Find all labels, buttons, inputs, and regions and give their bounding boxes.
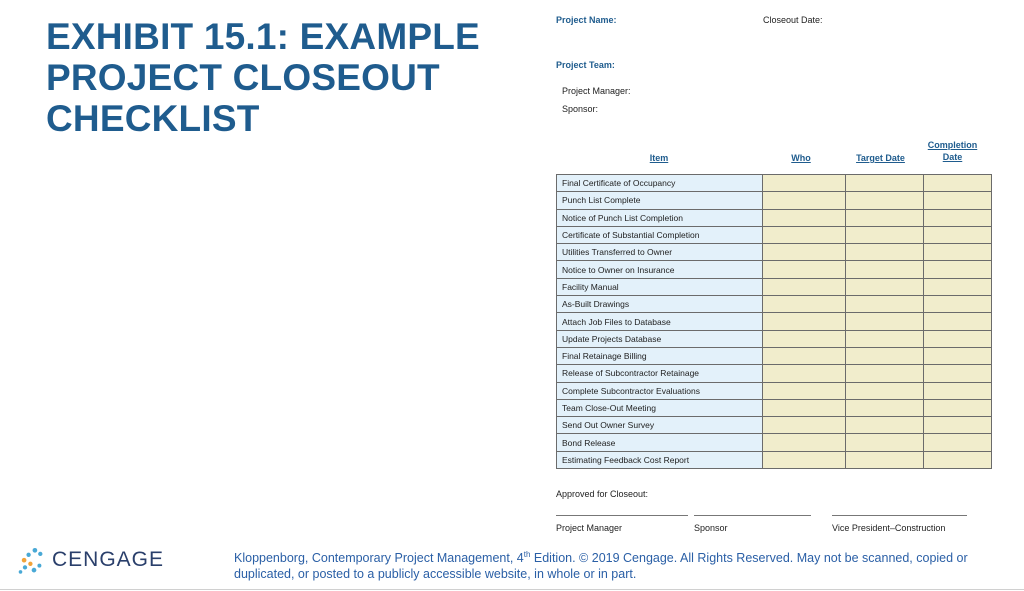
who-cell[interactable] <box>763 434 846 451</box>
target-date-cell[interactable] <box>846 365 924 382</box>
table-row <box>557 278 992 295</box>
table-row <box>557 417 992 434</box>
checklist-item: Final Certificate of Occupancy <box>557 175 763 192</box>
table-row <box>557 261 992 278</box>
completion-label: Completion <box>927 140 978 150</box>
completion-date-cell[interactable] <box>924 399 992 416</box>
completion-date-cell[interactable] <box>924 417 992 434</box>
target-date-cell[interactable] <box>846 244 924 261</box>
target-date-cell[interactable] <box>846 417 924 434</box>
checklist-item: As-Built Drawings <box>557 296 763 313</box>
checklist-item: Attach Job Files to Database <box>557 313 763 330</box>
table-row <box>557 226 992 243</box>
completion-date-cell[interactable] <box>924 175 992 192</box>
table-row <box>557 296 992 313</box>
checklist-item: Estimating Feedback Cost Report <box>557 451 763 468</box>
closeout-checklist-table <box>556 174 992 469</box>
checklist-item: Final Retainage Billing <box>557 347 763 364</box>
table-row <box>557 175 992 192</box>
copyright-text-b: Edition. © 2019 Cengage. All Rights Reserved. May not be scanned, copied or duplicated, or posted to a publicly accessible website, in whole or in part. <box>234 551 968 581</box>
who-cell[interactable] <box>763 347 846 364</box>
table-row <box>557 209 992 226</box>
who-cell[interactable] <box>763 244 846 261</box>
target-date-cell[interactable] <box>846 226 924 243</box>
who-cell[interactable] <box>763 399 846 416</box>
column-header-item: Item <box>649 153 669 163</box>
completion-date-cell[interactable] <box>924 296 992 313</box>
checklist-item: Certificate of Substantial Completion <box>557 226 763 243</box>
cengage-logo-icon <box>16 546 52 578</box>
checklist-item: Utilities Transferred to Owner <box>557 244 763 261</box>
target-date-cell[interactable] <box>846 175 924 192</box>
checklist-item: Bond Release <box>557 434 763 451</box>
checklist-item: Notice to Owner on Insurance <box>557 261 763 278</box>
edition-superscript: th <box>523 549 531 559</box>
checklist-item: Facility Manual <box>557 278 763 295</box>
checklist-item: Team Close-Out Meeting <box>557 399 763 416</box>
project-team-label: Project Team: <box>556 60 615 70</box>
who-cell[interactable] <box>763 330 846 347</box>
table-row <box>557 347 992 364</box>
copyright-text-a: Kloppenborg, Contemporary Project Management, 4 <box>234 551 524 565</box>
signature-line-project-manager[interactable] <box>556 515 688 516</box>
target-date-cell[interactable] <box>846 347 924 364</box>
footer-divider <box>0 589 1024 590</box>
who-cell[interactable] <box>763 175 846 192</box>
project-manager-label: Project Manager: <box>562 86 631 96</box>
who-cell[interactable] <box>763 382 846 399</box>
table-row <box>557 365 992 382</box>
table-row <box>557 192 992 209</box>
completion-date-cell[interactable] <box>924 347 992 364</box>
column-header-target-date: Target Date <box>856 153 905 163</box>
target-date-cell[interactable] <box>846 434 924 451</box>
completion-date-cell[interactable] <box>924 434 992 451</box>
table-row <box>557 330 992 347</box>
completion-date-cell[interactable] <box>924 330 992 347</box>
copyright-notice <box>234 550 1014 582</box>
date-label: Date <box>942 152 963 162</box>
checklist-item: Punch List Complete <box>557 192 763 209</box>
target-date-cell[interactable] <box>846 313 924 330</box>
checklist-item: Update Projects Database <box>557 330 763 347</box>
completion-date-cell[interactable] <box>924 382 992 399</box>
who-cell[interactable] <box>763 261 846 278</box>
completion-date-cell[interactable] <box>924 244 992 261</box>
target-date-cell[interactable] <box>846 330 924 347</box>
target-date-cell[interactable] <box>846 382 924 399</box>
completion-date-cell[interactable] <box>924 365 992 382</box>
who-cell[interactable] <box>763 209 846 226</box>
target-date-cell[interactable] <box>846 209 924 226</box>
checklist-item: Release of Subcontractor Retainage <box>557 365 763 382</box>
who-cell[interactable] <box>763 192 846 209</box>
completion-date-cell[interactable] <box>924 226 992 243</box>
column-header-who: Who <box>791 153 811 163</box>
completion-date-cell[interactable] <box>924 192 992 209</box>
who-cell[interactable] <box>763 313 846 330</box>
table-row <box>557 382 992 399</box>
signature-label-project-manager: Project Manager <box>556 523 623 533</box>
checklist-item: Notice of Punch List Completion <box>557 209 763 226</box>
cengage-logo-text: CENGAGE <box>52 548 165 571</box>
who-cell[interactable] <box>763 451 846 468</box>
completion-date-cell[interactable] <box>924 278 992 295</box>
table-row <box>557 244 992 261</box>
completion-date-cell[interactable] <box>924 209 992 226</box>
target-date-cell[interactable] <box>846 278 924 295</box>
signature-line-sponsor[interactable] <box>694 515 811 516</box>
closeout-date-label: Closeout Date: <box>763 15 823 25</box>
sponsor-label: Sponsor: <box>562 104 599 114</box>
table-row <box>557 434 992 451</box>
table-row <box>557 399 992 416</box>
column-header-completion-date <box>919 139 986 163</box>
who-cell[interactable] <box>763 226 846 243</box>
target-date-cell[interactable] <box>846 296 924 313</box>
completion-date-cell[interactable] <box>924 313 992 330</box>
target-date-cell[interactable] <box>846 192 924 209</box>
checklist-item: Complete Subcontractor Evaluations <box>557 382 763 399</box>
signature-line-vp[interactable] <box>832 515 967 516</box>
exhibit-title: EXHIBIT 15.1: EXAMPLE PROJECT CLOSEOUT CHECKLIST <box>46 16 480 139</box>
who-cell[interactable] <box>763 365 846 382</box>
completion-date-cell[interactable] <box>924 261 992 278</box>
who-cell[interactable] <box>763 296 846 313</box>
table-row <box>557 451 992 468</box>
target-date-cell[interactable] <box>846 451 924 468</box>
target-date-cell[interactable] <box>846 399 924 416</box>
table-row <box>557 313 992 330</box>
who-cell[interactable] <box>763 278 846 295</box>
project-name-label: Project Name: <box>556 15 617 25</box>
signature-label-sponsor: Sponsor <box>694 523 728 533</box>
signature-label-vp: Vice President–Construction <box>832 523 946 533</box>
target-date-cell[interactable] <box>846 261 924 278</box>
checklist-item: Send Out Owner Survey <box>557 417 763 434</box>
completion-date-cell[interactable] <box>924 451 992 468</box>
who-cell[interactable] <box>763 417 846 434</box>
approved-for-closeout-label: Approved for Closeout: <box>556 489 649 499</box>
